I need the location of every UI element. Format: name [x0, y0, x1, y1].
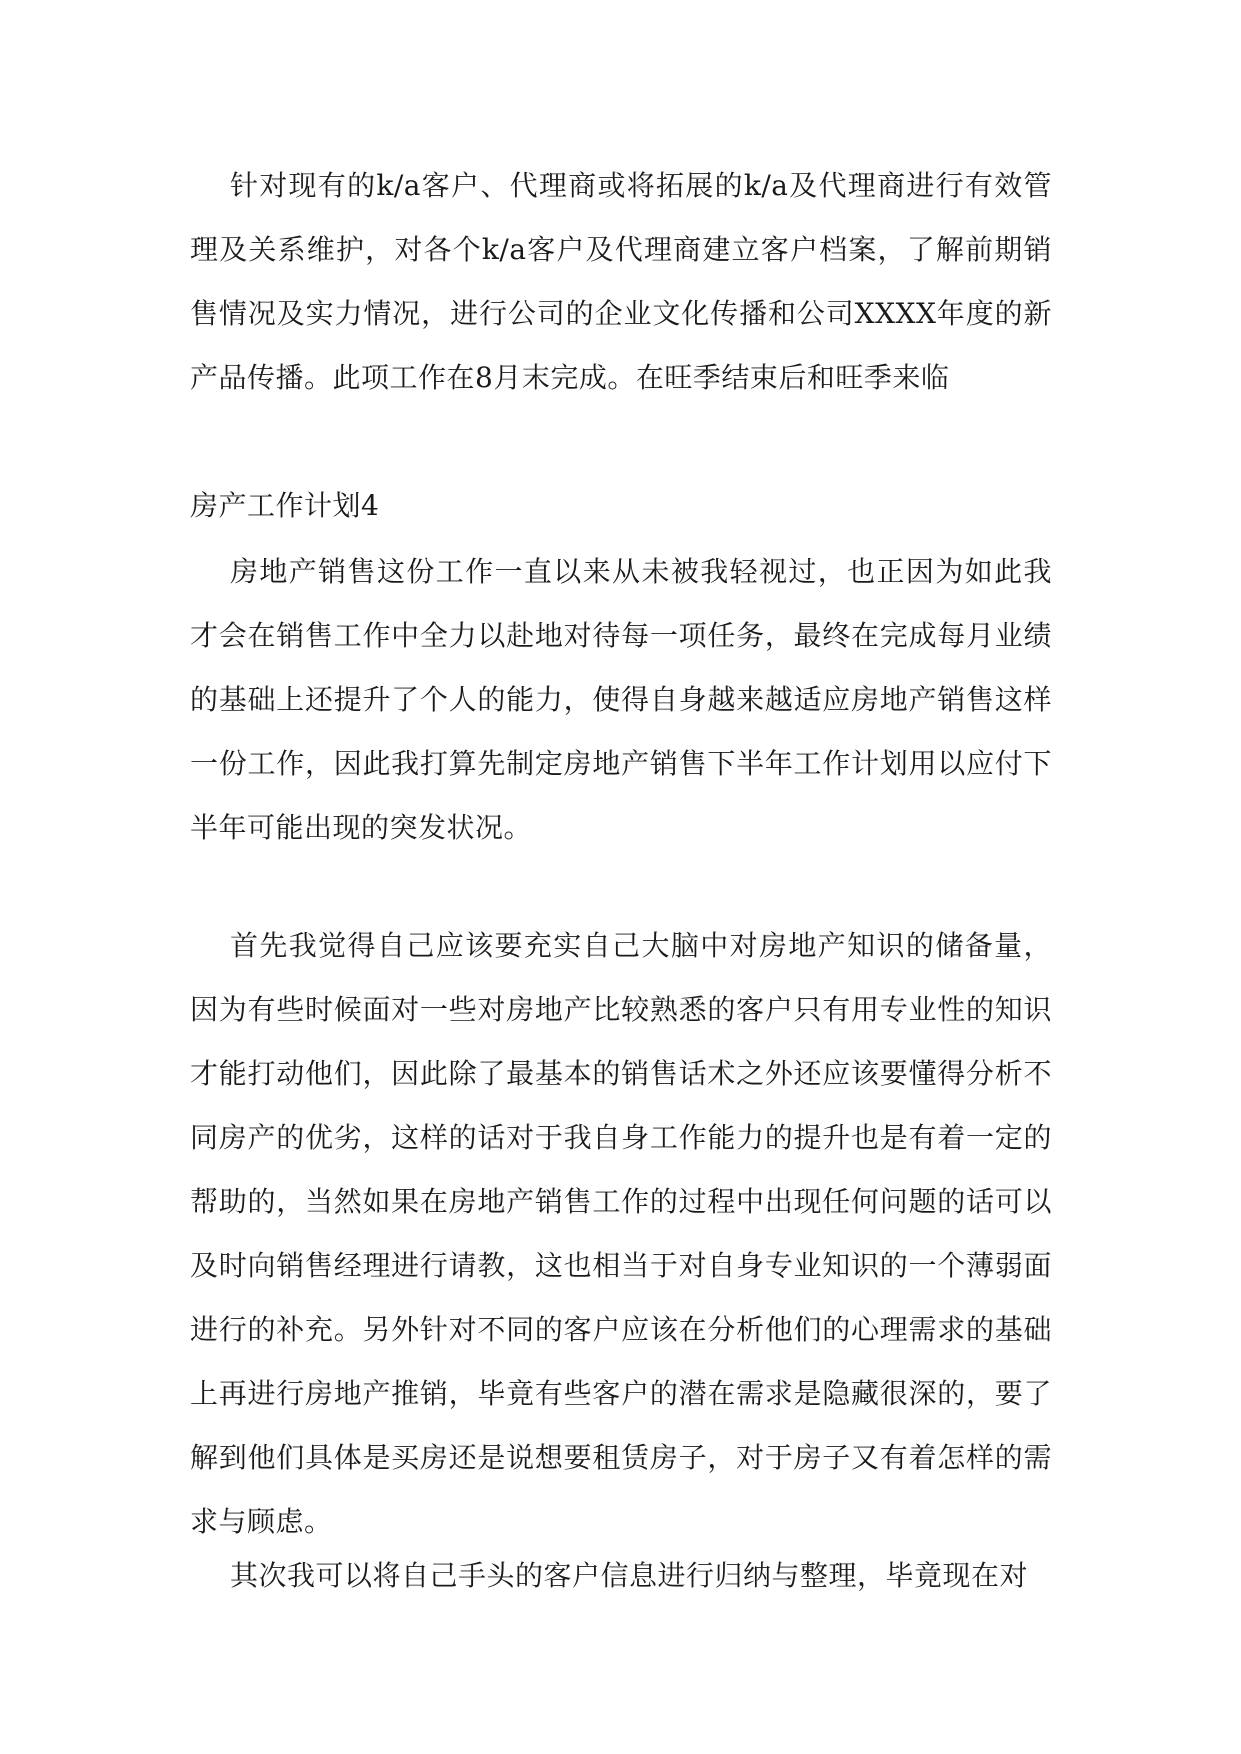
paragraph-sales-attitude: 房地产销售这份工作一直以来从未被我轻视过，也正因为如此我才会在销售工作中全力以赴地对待每一项任务，最终在完成每月业绩的基础上还提升了个人的能力，使得自身越来越适应房地产销售这样一份工作，因此我打算先制定房地产销售下半年工作计划用以应付下半年可能出现的突发状况。 [190, 555, 1052, 844]
paragraph-block-2 [190, 540, 1052, 860]
paragraph-ka-client-management: 针对现有的k/a客户、代理商或将拓展的k/a及代理商进行有效管理及关系维护，对各个k/a客户及代理商建立客户档案，了解前期销售情况及实力情况，进行公司的企业文化传播和公司XXXX年度的新产品传播。此项工作在8月末完成。在旺季结束后和旺季来临 [190, 169, 1052, 394]
paragraph-block-4 [190, 1544, 1052, 1608]
section-heading: 房产工作计划4 [190, 489, 380, 522]
paragraph-client-info: 其次我可以将自己手头的客户信息进行归纳与整理，毕竟现在对 [230, 1559, 1029, 1592]
section-heading-block [190, 474, 1052, 538]
paragraph-knowledge-reserve: 首先我觉得自己应该要充实自己大脑中对房地产知识的储备量，因为有些时候面对一些对房地产比较熟悉的客户只有用专业性的知识才能打动他们，因此除了最基本的销售话术之外还应该要懂得分析不同房产的优劣，这样的话对于我自身工作能力的提升也是有着一定的帮助的，当然如果在房地产销售工作的过程中出现任何问题的话可以及时向销售经理进行请教，这也相当于对自身专业知识的一个薄弱面进行的补充。另外针对不同的客户应该在分析他们的心理需求的基础上再进行房地产推销，毕竟有些客户的潜在需求是隐藏很深的，要了解到他们具体是买房还是说想要租赁房子，对于房子又有着怎样的需求与顾虑。 [190, 929, 1052, 1538]
paragraph-block-3 [190, 914, 1052, 1554]
paragraph-block-1 [190, 154, 1052, 410]
